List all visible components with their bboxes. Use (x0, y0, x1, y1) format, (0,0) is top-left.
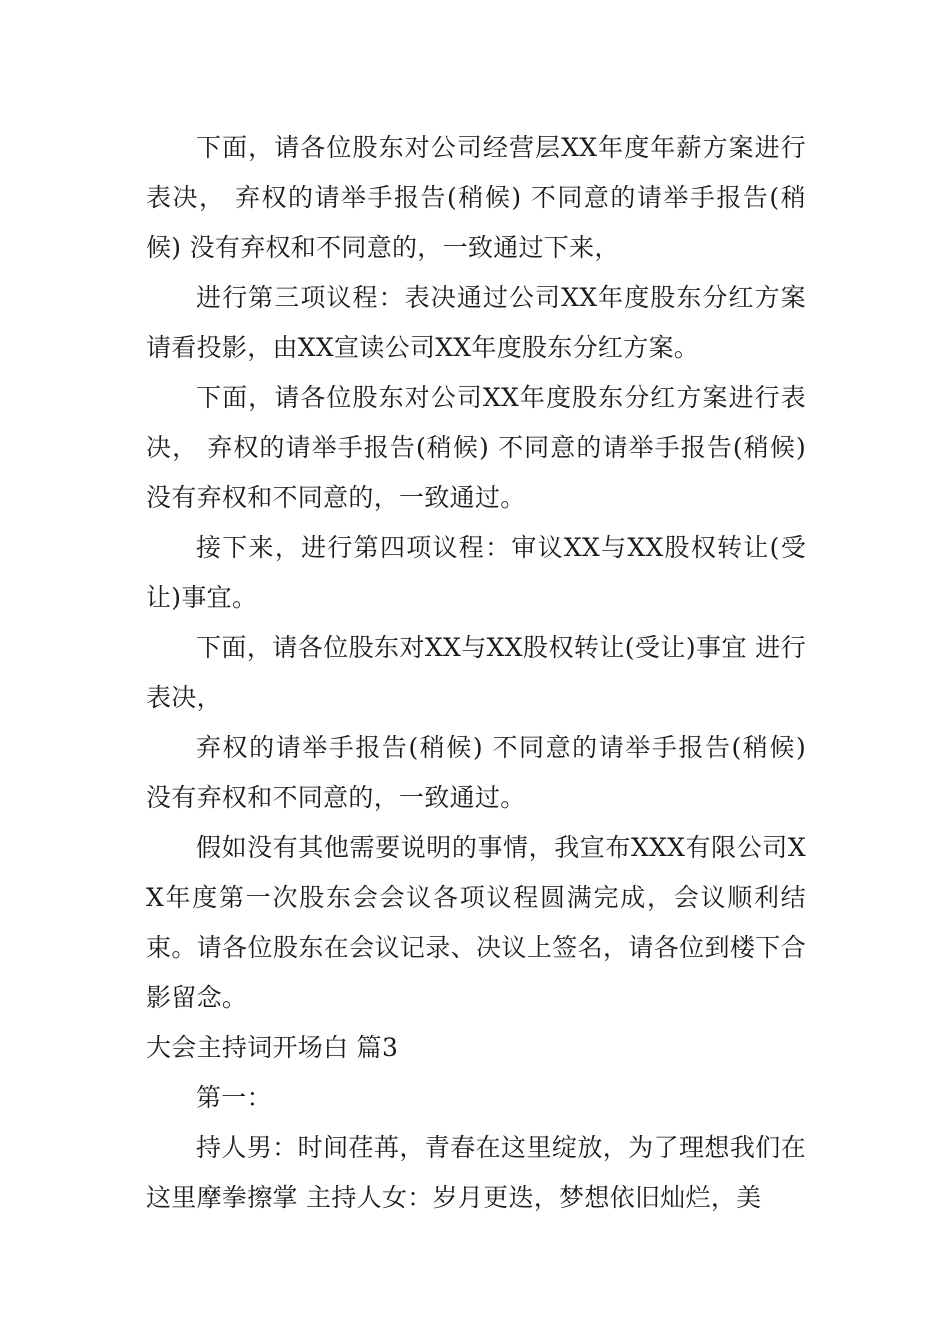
paragraph-equity-vote: 下面，请各位股东对XX与XX股权转让(受让)事宜 进行表决， (146, 633, 806, 712)
document-body (146, 123, 806, 1223)
paragraph-third-agenda: 进行第三项议程：表决通过公司XX年度股东分红方案 请看投影，由XX宣读公司XX年度股东分红方案。 (146, 283, 806, 362)
paragraph-fourth-agenda: 接下来，进行第四项议程：审议XX与XX股权转让(受让)事宜。 (146, 533, 806, 612)
section-heading: 大会主持词开场白 篇3 (146, 1033, 399, 1062)
paragraph-first: 第一： (196, 1083, 272, 1112)
paragraph-equity-result: 弃权的请举手报告(稍候) 不同意的请举手报告(稍候) 没有弃权和不同意的，一致通过。 (146, 733, 806, 812)
paragraph-salary-vote: 下面，请各位股东对公司经营层XX年度年薪方案进行表决， 弃权的请举手报告(稍候) 不同意的请举手报告(稍候) 没有弃权和不同意的，一致通过下来， (146, 133, 806, 262)
paragraph-closing: 假如没有其他需要说明的事情，我宣布XXX有限公司XX年度第一次股东会会议各项议程圆满完成，会议顺利结束。请各位股东在会议记录、决议上签名，请各位到楼下合影留念。 (146, 833, 806, 1012)
paragraph-host-lines: 持人男：时间荏苒，青春在这里绽放，为了理想我们在这里摩拳擦掌 主持人女：岁月更迭，梦想依旧灿烂，美 (146, 1133, 806, 1212)
paragraph-dividend-vote: 下面，请各位股东对公司XX年度股东分红方案进行表决， 弃权的请举手报告(稍候) 不同意的请举手报告(稍候) 没有弃权和不同意的，一致通过。 (146, 383, 806, 512)
